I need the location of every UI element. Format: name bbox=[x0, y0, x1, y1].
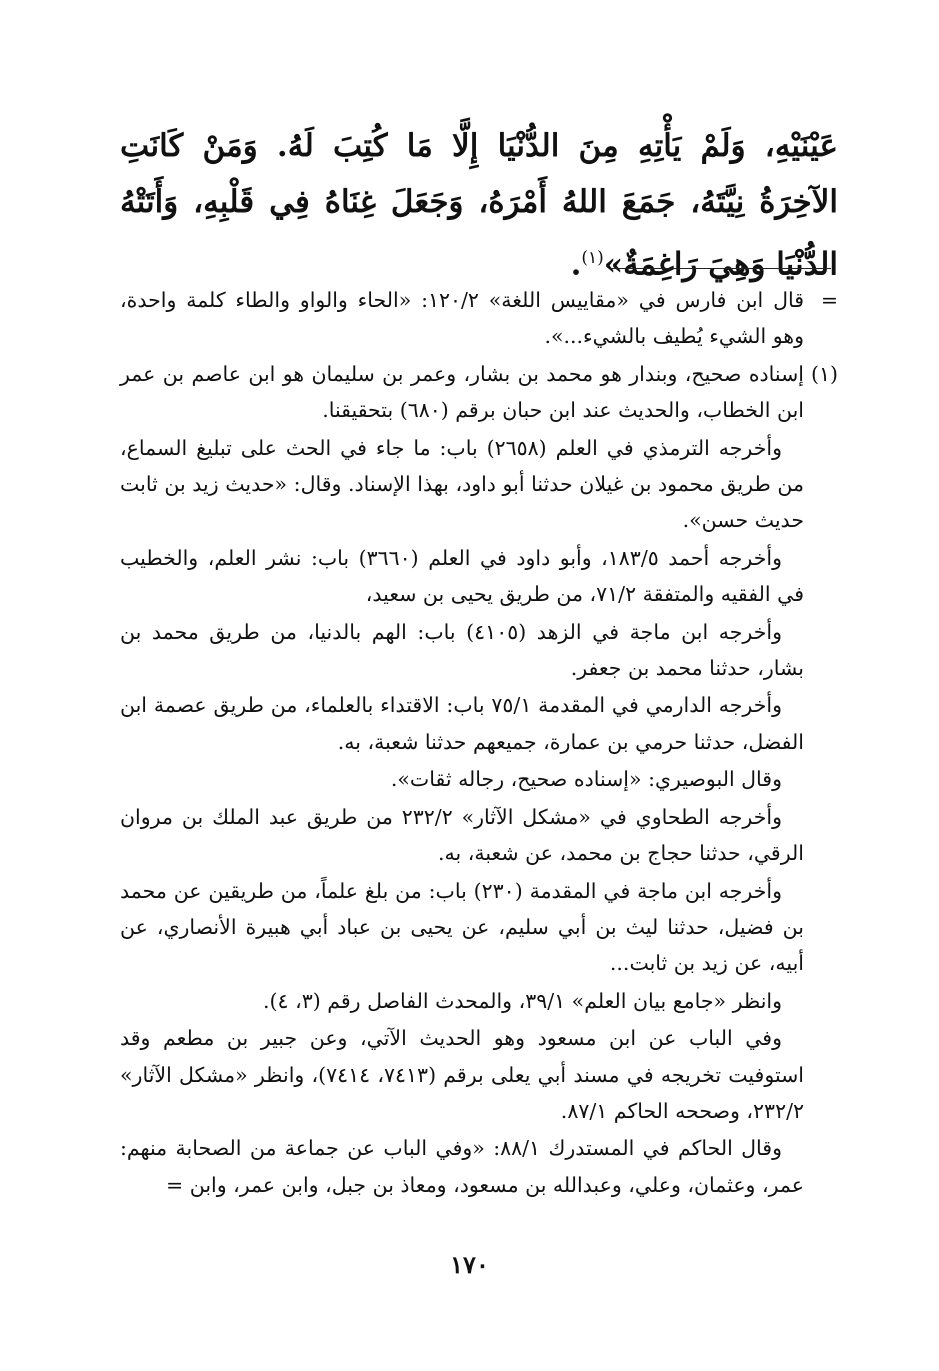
footnotes bbox=[120, 282, 838, 1204]
footnote-paragraph bbox=[120, 1130, 838, 1203]
hadith-text-block bbox=[120, 118, 838, 292]
footnote-text: وأخرجه ابن ماجة في الزهد (٤١٠٥) باب: الهم بالدنيا، من طريق محمد بن بشار، حدثنا محمد بن جعفر. bbox=[120, 619, 804, 681]
footnote-paragraph bbox=[120, 282, 838, 355]
hadith-text: عَيْنَيْهِ، وَلَمْ يَأْتِهِ مِنَ الدُّنْيَا إِلَّا مَا كُتِبَ لَهُ. وَمَنْ كَانَتِ الآخِرَةُ نِيَّتَهُ، جَمَعَ اللهُ أَمْرَهُ، وَجَعَلَ غِنَاهُ فِي قَلْبِهِ، وَأَتَتْهُ الدُّنْيَا وَهِيَ رَاغِمَةٌ» bbox=[120, 128, 838, 283]
footnote-paragraph bbox=[120, 799, 838, 872]
page-number: ١٧٠ bbox=[450, 1250, 489, 1279]
hadith-end-mark: . bbox=[570, 246, 582, 283]
footnote-text: وفي الباب عن ابن مسعود وهو الحديث الآتي، وعن جبير بن مطعم وقد استوفيت تخريجه في مسند أبي يعلى برقم (٧٤١٣، ٧٤١٤)، وانظر «مشكل الآثار» ٢٣٢/٢، وصححه الحاكم ٨٧/١. bbox=[120, 1026, 805, 1123]
footnote-text: وأخرجه أحمد ١٨٣/٥، وأبو داود في العلم (٣٦٦٠) باب: نشر العلم، والخطيب في الفقيه والمتفقة ٧١/٢، من طريق يحيى بن سعيد، bbox=[120, 545, 804, 607]
footnote-paragraph bbox=[120, 614, 838, 687]
footnote-paragraph bbox=[120, 540, 838, 613]
footnote-reference: (١) bbox=[581, 248, 604, 268]
footnote-text: إسناده صحيح، وبندار هو محمد بن بشار، وعمر بن سليمان هو ابن عاصم بن عمر ابن الخطاب، والحديث عند ابن حبان برقم (٦٨٠) بتحقيقنا. bbox=[120, 361, 804, 423]
footnote-text: وأخرجه الترمذي في العلم (٢٦٥٨) باب: ما جاء في الحث على تبليغ السماع، من طريق محمود بن غيلان حدثنا أبو داود، بهذا الإسناد. وقال: «حديث زيد بن ثابت حديث حسن». bbox=[120, 435, 804, 533]
footnote-lead: (١) bbox=[810, 361, 838, 386]
footnote-text: وأخرجه ابن ماجة في المقدمة (٢٣٠) باب: من بلغ علماً، من طريقين عن محمد بن فضيل، حدثنا ليث بن أبي سليم، عن يحيى بن عباد أبي هبيرة الأنصاري، عن أبيه، عن زيد بن ثابت... bbox=[120, 878, 804, 976]
footnote-text: قال ابن فارس في «مقاييس اللغة» ١٢٠/٢: «الحاء والواو والطاء كلمة واحدة، وهو الشيء يُطيف بالشيء...». bbox=[120, 288, 805, 349]
footnote-text: وقال البوصيري: «إسناده صحيح، رجاله ثقات». bbox=[390, 767, 782, 792]
footnote-paragraph bbox=[120, 983, 838, 1019]
footnote-text: وأخرجه الدارمي في المقدمة ٧٥/١ باب: الاقتداء بالعلماء، من طريق عصمة ابن الفضل، حدثنا حرمي بن عمارة، جميعهم حدثنا شعبة، به. bbox=[120, 693, 804, 754]
footnote-text: وأخرجه الطحاوي في «مشكل الآثار» ٢٣٢/٢ من طريق عبد الملك بن مروان الرقي، حدثنا حجاج بن محمد، عن شعبة، به. bbox=[120, 804, 804, 866]
footnote-paragraph bbox=[120, 1020, 838, 1129]
footnote-lead: = bbox=[820, 288, 839, 312]
footnote-text: وانظر «جامع بيان العلم» ٣٩/١، والمحدث الفاصل رقم (٣، ٤). bbox=[263, 988, 782, 1013]
footnote-separator bbox=[609, 268, 831, 269]
footnote-paragraph bbox=[120, 687, 838, 760]
footnote-paragraph bbox=[120, 873, 838, 982]
footnote-paragraph bbox=[120, 761, 838, 797]
footnote-paragraph bbox=[120, 430, 838, 539]
footnote-paragraph bbox=[120, 356, 838, 429]
footnote-text: وقال الحاكم في المستدرك ٨٨/١: «وفي الباب عن جماعة من الصحابة منهم: عمر، وعثمان، وعلي، وعبدالله بن مسعود، ومعاذ بن جبل، وابن عمر، وابن = bbox=[120, 1136, 804, 1197]
